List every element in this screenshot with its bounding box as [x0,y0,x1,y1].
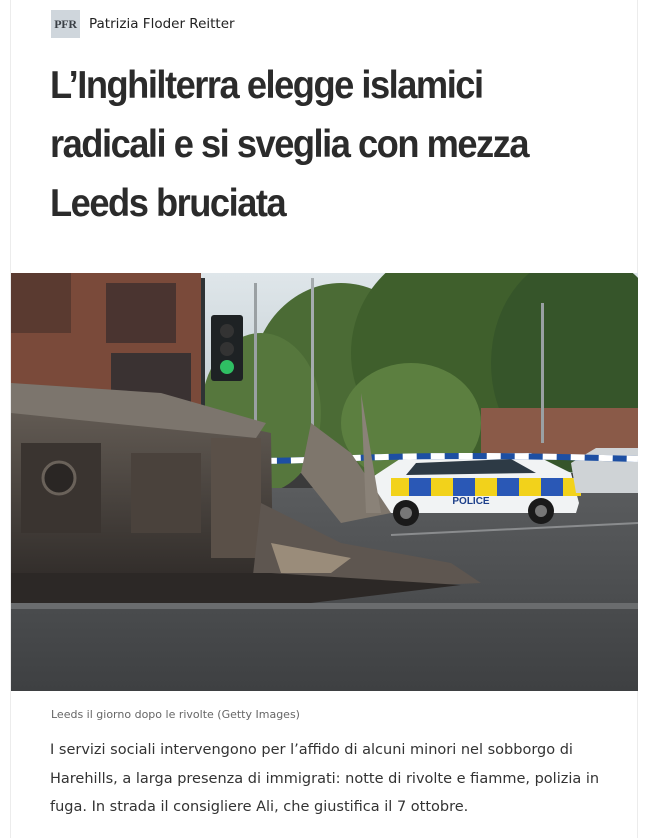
author-initials: PFR [54,16,77,31]
article-card [10,0,638,838]
image-caption: Leeds il giorno dopo le rivolte (Getty Images) [51,708,300,721]
photo-illustration [11,273,638,691]
author-name[interactable]: Patrizia Floder Reitter [89,16,235,32]
author-byline[interactable] [51,10,235,38]
article-title: L’Inghilterra elegge islamici radicali e si sveglia con mezza Leeds bruciata [50,64,529,225]
author-avatar[interactable] [51,10,80,38]
police-label: POLICE [452,496,490,507]
article-photo [11,273,638,691]
article-lede: I servizi sociali intervengono per l’affido di alcuni minori nel sobborgo di Harehills, a larga presenza di immigrati: notte di rivolte e fiamme, polizia in fuga. In strada il consigliere Ali, che giustifica il 7 ottobre. [50,742,600,815]
